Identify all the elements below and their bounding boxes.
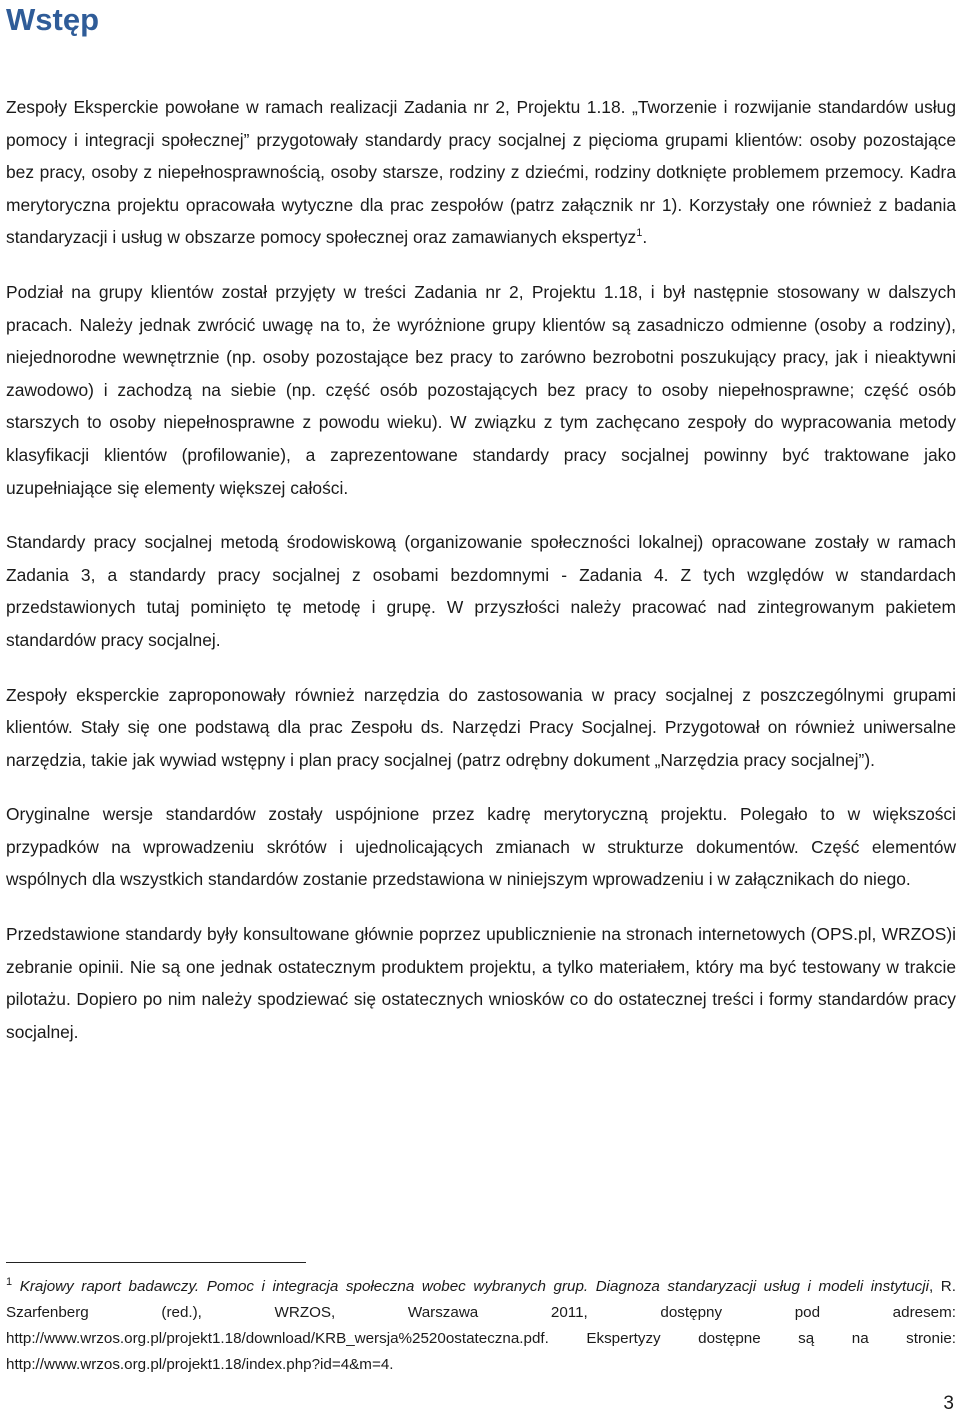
- paragraph-5: Oryginalne wersje standardów zostały uspójnione przez kadrę merytoryczną projektu. Polegało to w większości przypadków na wprowadzeniu skrótów i ujednolicających zmianach w strukturze dokumentów. Część elementów wspólnych dla wszystkich standardów zostanie przedstawiona w niniejszym wprowadzeniu i w załącznikach do niego.: [6, 804, 956, 890]
- page-heading: Wstęp: [6, 2, 99, 37]
- footnote-reference-trail: .: [642, 227, 648, 248]
- footnote-marker: 1: [6, 1275, 13, 1288]
- footnote-title: Krajowy raport badawczy. Pomoc i integracja społeczna wobec wybranych grup. Diagnoza standaryzacji usług i modeli instytucji: [19, 1278, 929, 1295]
- page-number: 3: [943, 1393, 954, 1414]
- footnote-reference[interactable]: 1: [636, 227, 643, 240]
- paragraph-3: Standardy pracy socjalnej metodą środowiskową (organizowanie społeczności lokalnej) opracowane zostały w ramach Zadania 3, a standardy pracy socjalnej z osobami bezdomnymi - Zadania 4. Z tych względów w standardach przedstawionych tutaj pominięto tę metodę i grupę. W przyszłości należy pracować nad zintegrowanym pakietem standardów pracy socjalnej.: [6, 532, 956, 650]
- footnote-text: , R. Szarfenberg (red.), WRZOS, Warszawa 2011, dostępny pod adresem: http://www.wrzos.org.pl/projekt1.18/download/KRB_wersja%2520ostateczna.pdf. Ekspertyzy dostępne są na stronie: http://www.wrzos.org.pl/projekt1.18/index.php?id=4&m=4.: [6, 1278, 956, 1373]
- footnote-separator: [6, 1262, 306, 1263]
- paragraph-2: Podział na grupy klientów został przyjęty w treści Zadania nr 2, Projektu 1.18, i był następnie stosowany w dalszych pracach. Należy jednak zwrócić uwagę na to, że wyróżnione grupy klientów są zasadniczo odmienne (osoby a rodziny), niejednorodne wewnętrznie (np. osoby pozostające bez pracy to zarówno bezrobotni poszukujący pracy, jak i nieaktywni zawodowo) i zachodzą na siebie (np. część osób pozostających bez pracy to osoby niepełnosprawne; część osób starszych to osoby niepełnosprawne z powodu wieku). W związku z tym zachęcano zespoły do wypracowania metody klasyfikacji klientów (profilowanie), a zaprezentowane standardy pracy socjalnej powinny być traktowane jako uzupełniające się elementy większej całości.: [6, 281, 956, 498]
- paragraph-1: [6, 91, 956, 254]
- paragraph-1-text: Zespoły Eksperckie powołane w ramach realizacji Zadania nr 2, Projektu 1.18. „Tworzenie i rozwijanie standardów usług pomocy i integracji społecznej” przygotowały standardy pracy socjalnej z pięcioma grupami klientów: osoby pozostające bez pracy, osoby z niepełnosprawnością, osoby starsze, rodziny z dziećmi, rodziny dotknięte problemem przemocy. Kadra merytoryczna projektu opracowała wytyczne dla prac zespołów (patrz załącznik nr 1). Korzystały one również z badania standaryzacji i usług w obszarze pomocy społecznej oraz zamawianych ekspertyz: [6, 97, 956, 248]
- paragraph-4: Zespoły eksperckie zaproponowały również narzędzia do zastosowania w pracy socjalnej z poszczególnymi grupami klientów. Stały się one podstawą dla prac Zespołu ds. Narzędzi Pracy Socjalnej. Przygotował on również uniwersalne narzędzia, takie jak wywiad wstępny i plan pracy socjalnej (patrz odrębny dokument „Narzędzia pracy socjalnej”).: [6, 684, 956, 770]
- document-body: [6, 91, 956, 1070]
- footnote: [6, 1274, 956, 1378]
- paragraph-6: Przedstawione standardy były konsultowane głównie poprzez upublicznienie na stronach internetowych (OPS.pl, WRZOS)i zebranie opinii. Nie są one jednak ostatecznym produktem projektu, a tylko materiałem, który ma być testowany w trakcie pilotażu. Dopiero po nim należy spodziewać się ostatecznych wniosków co do ostatecznej treści i formy standardów pracy socjalnej.: [6, 924, 956, 1042]
